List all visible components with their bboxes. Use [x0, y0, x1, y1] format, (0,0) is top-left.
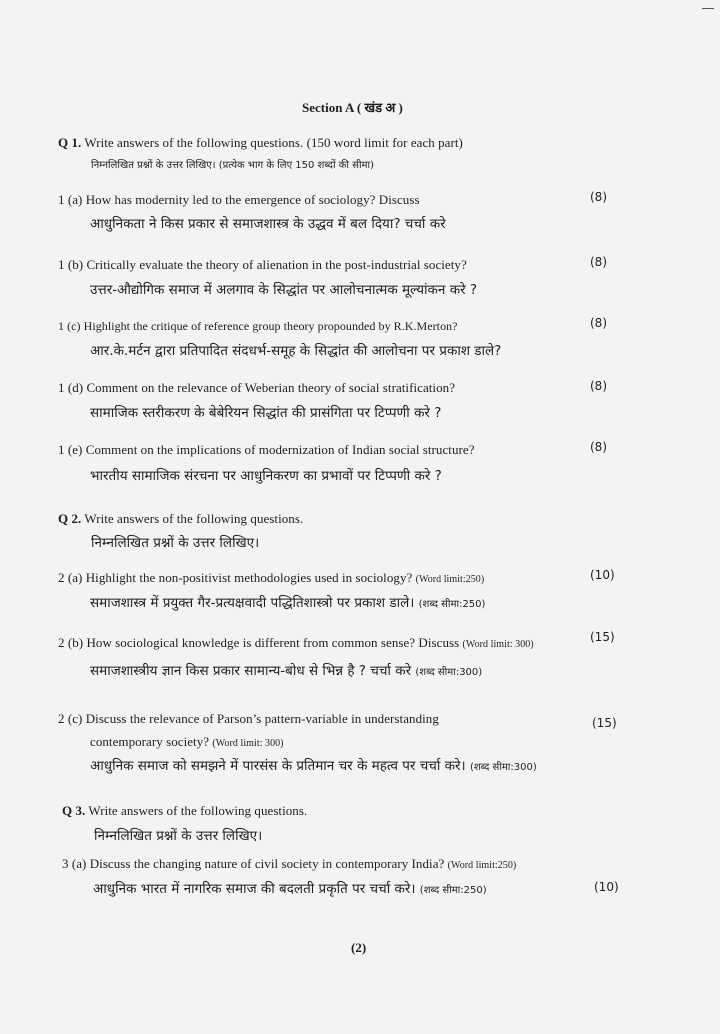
q3-instruction-hi: निम्नलिखित प्रश्नों के उत्तर लिखिए।	[94, 828, 263, 844]
q2a-hi-line	[90, 593, 485, 611]
q1a-hi: आधुनिकता ने किस प्रकार से समाजशास्त्र के उद्धव में बल दिया? चर्चा करे	[90, 216, 446, 232]
page-edge-mark	[702, 8, 714, 9]
q1d-marks: (8)	[590, 379, 607, 393]
q2a-en: 2 (a) Highlight the non-positivist methodologies used in sociology?	[58, 570, 413, 585]
q1b-hi: उत्तर-औद्योगिक समाज में अलगाव के सिद्धांत पर आलोचनात्मक मूल्यांकन करे ?	[90, 282, 478, 298]
q3a-hi: आधुनिक भारत में नागरिक समाज की बदलती प्रकृति पर चर्चा करे।	[93, 881, 416, 897]
q2b-en-limit: (Word limit: 300)	[462, 639, 534, 650]
q1c-marks: (8)	[590, 316, 607, 330]
q2a-en-limit: (Word limit:250)	[415, 574, 485, 585]
q2b-en: 2 (b) How sociological knowledge is different from common sense? Discuss	[58, 635, 460, 650]
section-title: Section A ( खंड अ )	[302, 100, 403, 115]
q1e-en: 1 (e) Comment on the implications of modernization of Indian social structure?	[58, 442, 475, 457]
q1-instruction	[58, 135, 463, 151]
q2a-marks: (10)	[590, 568, 615, 582]
q3a-en: 3 (a) Discuss the changing nature of civil society in contemporary India?	[62, 856, 445, 871]
q2c-hi-line	[90, 756, 537, 774]
q1b-en: 1 (b) Critically evaluate the theory of alienation in the post-industrial society?	[58, 257, 467, 272]
q1-number: Q 1.	[58, 135, 82, 150]
q2a-hi-limit: (शब्द सीमा:250)	[418, 599, 486, 610]
q2a-hi: समाजशास्त्र में प्रयुक्त गैर-प्रत्यक्षवादी पद्धितिशास्त्रो पर प्रकाश डाले।	[90, 595, 415, 611]
q3a-hi-line	[93, 879, 487, 897]
q2b-hi: समाजशास्त्रीय ज्ञान किस प्रकार सामान्य-बोध से भिन्न है ? चर्चा करे	[90, 663, 412, 679]
q2-number: Q 2.	[58, 511, 82, 526]
q2c-line2	[90, 734, 284, 750]
q1c-hi: आर.के.मर्टन द्वारा प्रतिपादित संदधर्भ-समूह के सिद्धांत की आलोचना पर प्रकाश डाले?	[90, 343, 502, 359]
q2c-en2: contemporary society?	[90, 734, 210, 749]
q2c-marks: (15)	[592, 716, 617, 730]
q2-instruction	[58, 511, 303, 527]
q2b-marks: (15)	[590, 630, 615, 644]
q2c-en-limit: (Word limit: 300)	[212, 738, 284, 749]
q3a-en-limit: (Word limit:250)	[447, 860, 517, 871]
q2-instruction-hi: निम्नलिखित प्रश्नों के उत्तर लिखिए।	[91, 535, 260, 551]
q1c-en: 1 (c) Highlight the critique of reference group theory propounded by R.K.Merton?	[58, 319, 458, 333]
page-number: (2)	[351, 940, 367, 955]
q2-instruction-en: Write answers of the following questions.	[84, 511, 304, 526]
q1-instruction-en: Write answers of the following questions. (150 word limit for each part)	[84, 135, 463, 150]
q1d-en: 1 (d) Comment on the relevance of Weberian theory of social stratification?	[58, 380, 456, 395]
q2a-line	[58, 570, 484, 586]
q1e-marks: (8)	[590, 440, 607, 454]
q1a-en: 1 (a) How has modernity led to the emergence of sociology? Discuss	[58, 192, 420, 207]
q3a-marks: (10)	[594, 880, 619, 894]
q3a-hi-limit: (शब्द सीमा:250)	[419, 885, 487, 896]
q3-number: Q 3.	[62, 803, 86, 818]
q3-instruction-en: Write answers of the following questions.	[88, 803, 308, 818]
q2b-hi-line	[90, 661, 482, 679]
q2b-line	[58, 635, 534, 651]
q3-instruction	[62, 803, 307, 819]
q2c-hi-limit: (शब्द सीमा:300)	[469, 762, 537, 773]
q1b-marks: (8)	[590, 255, 607, 269]
q1a-marks: (8)	[590, 190, 607, 204]
q2b-hi-limit: (शब्द सीमा:300)	[415, 667, 483, 678]
q2c-en: 2 (c) Discuss the relevance of Parson’s pattern-variable in understanding	[58, 711, 439, 726]
q1-instruction-hi: निम्नलिखित प्रश्नों के उत्तर लिखिए। (प्रत्येक भाग के लिए 150 शब्दों की सीमा)	[91, 160, 375, 171]
q3a-line	[62, 856, 516, 872]
q2c-hi: आधुनिक समाज को समझने में पारसंस के प्रतिमान चर के महत्व पर चर्चा करे।	[90, 758, 466, 774]
q1e-hi: भारतीय सामाजिक संरचना पर आधुनिकरण का प्रभावों पर टिप्पणी करे ?	[90, 468, 442, 484]
q1d-hi: सामाजिक स्तरीकरण के बेबेरियन सिद्धांत की प्रासंगिता पर टिप्पणी करे ?	[90, 405, 442, 421]
